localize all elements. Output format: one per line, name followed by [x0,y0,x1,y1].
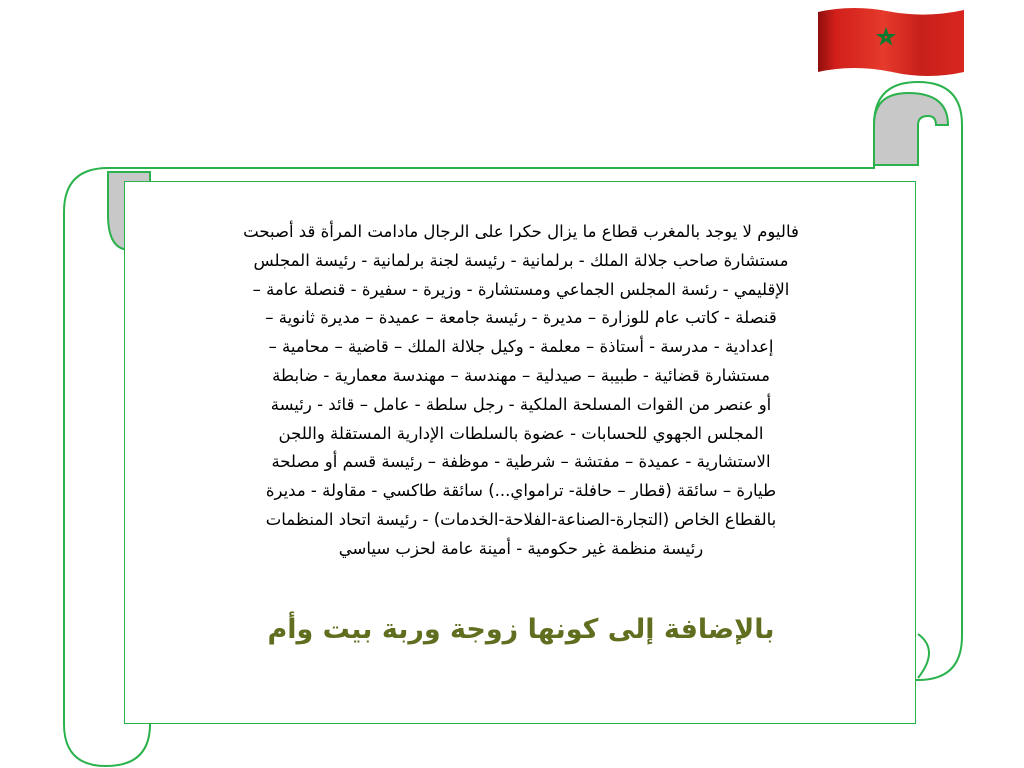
body-line: فاليوم لا يوجد بالمغرب قطاع ما يزال حكرا على الرجال مادامت المرأة قد أصبحت [243,222,799,241]
body-line: مستشارة صاحب جلالة الملك - برلمانية - رئيسة لجنة برلمانية - رئيسة المجلس [253,250,789,270]
body-line: الإقليمي - رئسة المجلس الجماعي ومستشارة - وزيرة - سفيرة - قنصلة عامة – [252,279,790,299]
morocco-flag-icon [818,6,964,76]
body-line: طيارة – سائقة (قطار – حافلة- ترامواي...) سائقة طاكسي - مقاولة - مديرة [265,481,777,501]
body-line: رئيسة منظمة غير حكومية - أمينة عامة لحزب سياسي [338,538,704,558]
body-line: إعدادية - مدرسة - أستاذة – معلمة - وكيل جلالة الملك – قاضية – محامية – [268,337,774,357]
body-line: بالقطاع الخاص (التجارة-الصناعة-الفلاحة-الخدمات) - رئيسة اتحاد المنظمات [265,509,777,529]
body-line: مستشارة قضائية - طبيبة – صيدلية – مهندسة – مهندسة معمارية - ضابطة [272,365,770,385]
body-paragraph [135,218,907,564]
body-line: الاستشارية - عميدة – مفتشة – شرطية - موظفة – رئيسة قسم أو مصلحة [271,452,771,472]
body-line: قنصلة - كاتب عام للوزارة – مديرة - رئيسة جامعة – عميدة – مديرة ثانوية – [265,308,777,328]
closing-line: بالإضافة إلى كونها زوجة وربة بيت وأم [267,614,775,645]
body-line: أو عنصر من القوات المسلحة الملكية - رجل سلطة - عامل – قائد - رئيسة [270,394,772,414]
body-line: المجلس الجهوي للحسابات - عضوة بالسلطات الإدارية المستقلة واللجن [278,423,764,443]
text-box [124,181,916,724]
